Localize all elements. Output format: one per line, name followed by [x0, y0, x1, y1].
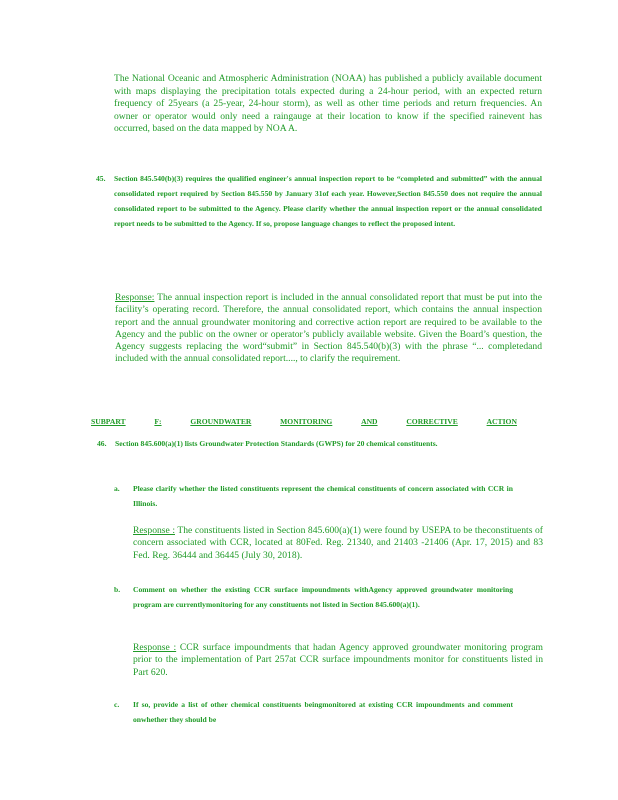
subpart-word-2: F: — [154, 417, 162, 426]
question-number-46: 46. — [97, 439, 107, 448]
subpart-word-4: MONITORING — [280, 417, 333, 426]
response-text: The constituents listed in Section 845.600(a)(1) were found by USEPA to be theconstituents of concern associated with CCR, located at 80Fed. Reg. 21340, and 21403 -21406 (Apr. 17, 2015) and 83 Fed. Reg. 36444 and 36445 (July 30, 2018). — [133, 525, 544, 561]
subpart-word-5: AND — [361, 417, 378, 426]
item-b-response — [133, 642, 543, 679]
item-c-text: If so, provide a list of other chemical constituents beingmonitored at existing CCR impoundments and comment onwhether they should be — [133, 700, 513, 724]
item-a-text: Please clarify whether the listed constituents represent the chemical constituents of concern associated with CCR in Illinois. — [133, 484, 513, 508]
response-label: Response : — [133, 642, 177, 653]
intro-paragraph: The National Oceanic and Atmospheric Administration (NOAA) has published a publicly available document with maps displaying the precipitation totals expected during a 24-hour period, with an expected return frequency of 25years (a 25-year, 24-hour storm), as well as other time periods and return frequencies. An owner or operator would only need a raingauge at their location to know if the specified rainevent has occurred, based on the data mapped by NOA A. — [114, 73, 542, 135]
subpart-word-1: SUBPART — [91, 417, 126, 426]
subpart-word-6: CORRECTIVE — [406, 417, 458, 426]
response-label: Response : — [133, 525, 175, 536]
subpart-word-3: GROUNDWATER — [190, 417, 252, 426]
response-text: CCR surface impoundments that hadan Agency approved groundwater monitoring program prior to the implementation of Part 257at CCR surface impoundments monitor for constituents listed in Part 620. — [133, 642, 543, 678]
item-a-response — [133, 525, 543, 562]
question-45-response — [115, 292, 542, 366]
question-45-text: Section 845.540(b)(3) requires the qualified engineer's annual inspection report to be “completed and submitted” with the annual consolidated report required by Section 845.550 by January 31of each year. However,Section 845.550 does not require the annual consolidated report to be submitted to the Agency. Please clarify whether the annual inspection report or the annual consolidated report needs to be submitted to the Agency. If so, propose language changes to reflect the proposed intent. — [114, 174, 542, 228]
item-letter-a: a. — [114, 484, 120, 493]
question-46-text: Section 845.600(a)(1) lists Groundwater Protection Standards (GWPS) for 20 chemical constituents. — [115, 439, 438, 448]
subpart-word-7: ACTION — [486, 417, 517, 426]
item-letter-c: c. — [114, 700, 120, 709]
response-label: Response: — [115, 292, 155, 303]
item-letter-b: b. — [114, 585, 121, 594]
response-text: The annual inspection report is included in the annual consolidated report that must be put into the facility’s operating record. Therefore, the annual consolidated report, which contains the annual inspection report and the annual groundwater monitoring and corrective action report are required to be available to the Agency and the public on the owner or operator’s publicly available website. Given the Board’s question, the Agency suggests replacing the word“submit” in Section 845.540(b)(3) with the phrase “... completedand included with the annual consolidated report...., to clarify the requirement. — [115, 292, 542, 365]
question-number-45: 45. — [96, 174, 106, 183]
subpart-heading — [91, 416, 517, 428]
item-b-text: Comment on whether the existing CCR surface impoundments withAgency approved groundwater monitoring program are currentlymonitoring for any constituents not listed in Section 845.600(a)(1). — [133, 585, 513, 609]
